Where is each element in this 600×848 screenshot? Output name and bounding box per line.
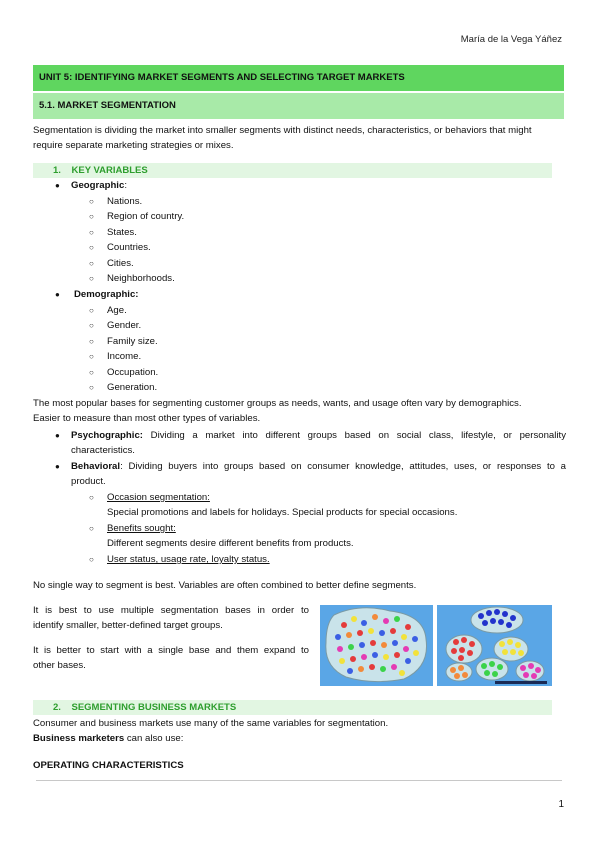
occasion-segmentation-title: Occasion segmentation:	[107, 492, 210, 503]
list-item: Family size.	[107, 336, 158, 347]
circle-bullet-icon: ○	[89, 524, 94, 533]
bullet-icon: ●	[55, 181, 60, 190]
list-item: Cities.	[107, 258, 134, 269]
circle-bullet-icon: ○	[89, 274, 94, 283]
demographic-label: Demographic:	[74, 289, 139, 300]
circle-bullet-icon: ○	[89, 368, 94, 377]
single-base-line-2: other bases.	[33, 660, 86, 672]
business-marketers-label: Business marketers	[33, 733, 125, 744]
circle-bullet-icon: ○	[89, 337, 94, 346]
behavioral-line-1: Behavioral: Dividing buyers into groups based on consumer knowledge, attitudes, uses, or responses to a	[71, 461, 566, 472]
intro-line-2: require separate marketing strategies or mixes.	[33, 140, 234, 151]
unit-title: UNIT 5: IDENTIFYING MARKET SEGMENTS AND SELECTING TARGET MARKETS	[33, 65, 564, 91]
heading-text: KEY VARIABLES	[71, 165, 148, 176]
segmented-market-illustration	[437, 605, 552, 686]
bullet-icon: ●	[55, 462, 60, 471]
demographic-note-1: The most popular bases for segmenting customer groups as needs, wants, and usage often vary by demographics.	[33, 398, 522, 409]
no-single-way: No single way to segment is best. Variables are often combined to better define segments.	[33, 580, 417, 591]
list-item: Income.	[107, 351, 142, 362]
psychographic-line-2: characteristics.	[71, 445, 135, 456]
list-item: Occupation.	[107, 367, 159, 378]
circle-bullet-icon: ○	[89, 259, 94, 268]
bullet-icon: ●	[55, 431, 60, 440]
single-base-paragraph	[33, 643, 309, 674]
footer-divider	[36, 780, 562, 781]
behavioral-label: Behavioral	[71, 461, 121, 472]
demographic-note-2: Easier to measure than most other types of variables.	[33, 413, 261, 424]
circle-bullet-icon: ○	[89, 197, 94, 206]
multiple-bases-line-2: identify smaller, better-defined target groups.	[33, 620, 223, 632]
circle-bullet-icon: ○	[89, 321, 94, 330]
multiple-bases-paragraph	[33, 603, 309, 634]
page-number: 1	[558, 799, 564, 810]
occasion-segmentation-desc: Special promotions and labels for holidays. Special products for special occasions.	[107, 507, 458, 518]
list-item: Nations.	[107, 196, 143, 207]
operating-characteristics-heading: OPERATING CHARACTERISTICS	[33, 760, 184, 771]
list-item: Region of country.	[107, 211, 185, 222]
bullet-icon: ●	[55, 290, 60, 299]
list-item: Countries.	[107, 242, 151, 253]
list-item: Neighborhoods.	[107, 273, 175, 284]
geographic-label: Geographic:	[71, 180, 127, 191]
circle-bullet-icon: ○	[89, 493, 94, 502]
psychographic-label: Psychographic:	[71, 430, 143, 441]
heading-number: 2.	[53, 702, 61, 713]
multiple-bases-line-1: It is best to use multiple segmentation bases in order to	[33, 605, 309, 616]
circle-bullet-icon: ○	[89, 228, 94, 237]
mixed-market-illustration	[320, 605, 433, 686]
benefits-sought-title: Benefits sought:	[107, 523, 176, 534]
circle-bullet-icon: ○	[89, 383, 94, 392]
intro-line-1: Segmentation is dividing the market into smaller segments with distinct needs, characteristics, or behaviors that might	[33, 125, 532, 136]
circle-bullet-icon: ○	[89, 212, 94, 221]
single-base-line-1: It is better to start with a single base and them expand to	[33, 645, 309, 656]
list-item: Age.	[107, 305, 127, 316]
user-status-title: User status, usage rate, loyalty status.	[107, 554, 270, 565]
segmentation-figure-mixed	[320, 605, 433, 686]
author-name: María de la Vega Yáñez	[460, 34, 562, 45]
circle-bullet-icon: ○	[89, 555, 94, 564]
psychographic-line-1: Psychographic: Dividing a market into different groups based on social class, lifestyle, or personality	[71, 430, 566, 441]
key-variables-heading	[33, 163, 552, 178]
section-title: 5.1. MARKET SEGMENTATION	[33, 93, 564, 119]
circle-bullet-icon: ○	[89, 306, 94, 315]
benefits-sought-desc: Different segments desire different benefits from products.	[107, 538, 354, 549]
heading-number: 1.	[53, 165, 61, 176]
heading-text: SEGMENTING BUSINESS MARKETS	[71, 702, 237, 713]
business-line-2: Business marketers can also use:	[33, 733, 184, 744]
list-item: States.	[107, 227, 137, 238]
circle-bullet-icon: ○	[89, 243, 94, 252]
segmentation-figure-clustered	[437, 605, 552, 686]
list-item: Gender.	[107, 320, 142, 331]
business-markets-heading	[33, 700, 552, 715]
list-item: Generation.	[107, 382, 158, 393]
business-line-1: Consumer and business markets use many of the same variables for segmentation.	[33, 718, 389, 729]
behavioral-line-2: product.	[71, 476, 106, 487]
circle-bullet-icon: ○	[89, 352, 94, 361]
